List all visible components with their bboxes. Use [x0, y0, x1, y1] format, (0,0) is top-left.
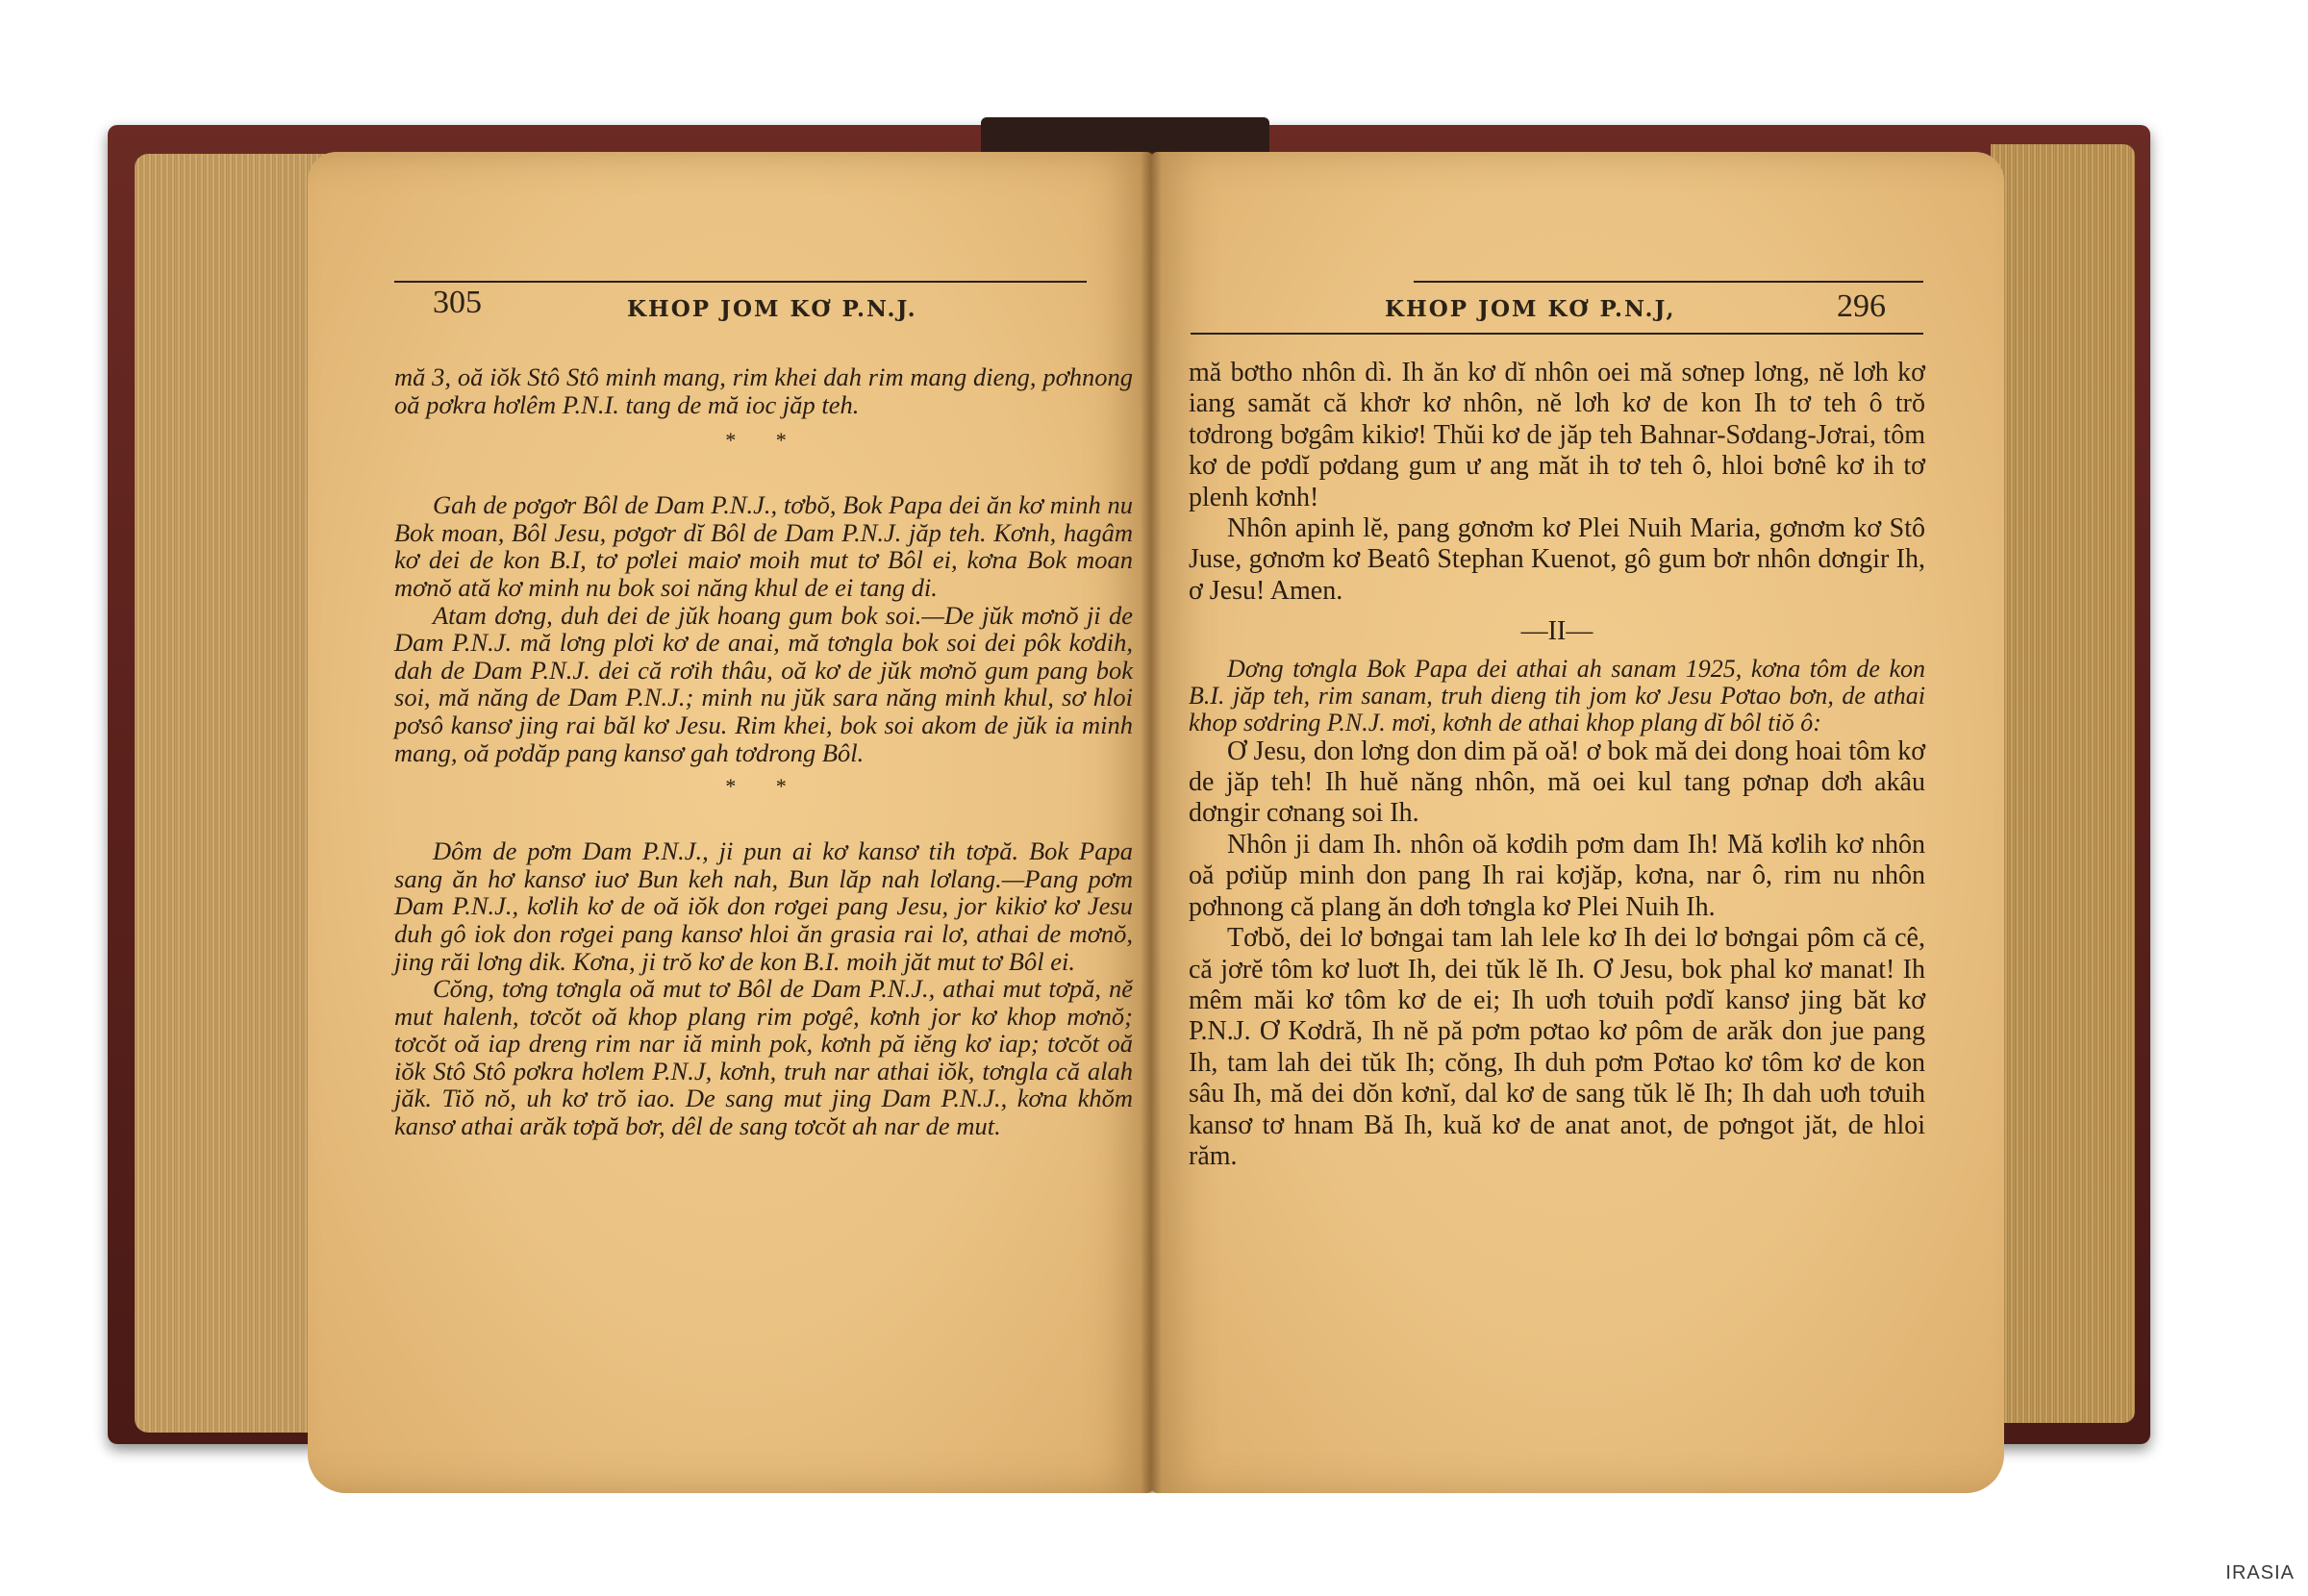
page-edges-right: [1991, 144, 2135, 1423]
right-page-body: [1189, 358, 1925, 1172]
paragraph: Gah de pơgơr Bôl de Dam P.N.J., tơbŏ, Bok Papa dei ăn kơ minh nu Bok moan, Bôl Jesu, pơgơr dĭ Bôl de Dam P.N.J. jăp teh. Kơnh, hagâm kơ dei de kon B.I, tơ pơlei maiơ moih mut tơ Bôl ei, kơna Bok moan mơnŏ ată kơ minh nu bok soi năng khul de ei tang di.: [394, 490, 1133, 602]
watermark-text: IRASIA: [2225, 1562, 2295, 1584]
paragraph: Dôm de pơm Dam P.N.J., ji pun ai kơ kansơ tih tơpă. Bok Papa sang ăn hơ kansơ iuơ Bun keh nah, Bun lăp nah lơlang.—Pang pơm Dam P.N.J., kơlih kơ de oă iŏk don rơgei pang Jesu, jor kikiơ kơ Jesu duh gô iok don rơgei pang kansơ hloi ăn grasia rai lơ, athai de mơnŏ, jing răi lơng dik. Kơna, ji trŏ kơ de kon B.I. moih jăt mut tơ Bôl ei.: [394, 836, 1133, 976]
book-spine: [981, 117, 1269, 156]
page-edges-left: [135, 154, 327, 1433]
right-header-rule: [1191, 333, 1923, 335]
paragraph: Cŏng, tơng tơngla oă mut tơ Bôl de Dam P.N.J., athai mut tơpă, nĕ mut halenh, tơcŏt oă khop plang rim pơgê, kơnh jor kơ khop mơnŏ; tơcŏt oă iap dreng rim nar iă minh pok, kơnh pă iĕng kơ iap; tơcŏt oă iŏk Stô Stô pơkra hơlem P.N.J, kơnh, truh nar athai iŏk, tơngla că alah jăk. Tiŏ nŏ, uh kơ trŏ iao. De sang mut jing Dam P.N.J., kơna khŏm kansơ athai arăk tơpă bơr, dêl de sang tơcŏt ah nar de mut.: [394, 974, 1133, 1141]
star-break: * *: [724, 428, 803, 453]
left-page-number: 305: [433, 285, 482, 320]
star-break: * *: [724, 774, 803, 799]
left-page-body: [394, 363, 1133, 1140]
paragraph: Tơbŏ, dei lơ bơngai tam lah lele kơ Ih dei lơ bơngai pôm că cê, că jơrĕ tôm kơ luơt Ih, dei tŭk lĕ Ih. Ơ Jesu, bok phal kơ manat! Ih mêm măi kơ tôm kơ de ei; Ih uơh tơuih pơdĭ kansơ jing băt kơ P.N.J. Ơ Kơdră, Ih nĕ pă pơm pơtao kơ pôm de arăk don jue pang Ih, tam lah dei tŭk Ih; cŏng, Ih duh pơm Pơtao kơ tôm kơ de kon sâu Ih, mă dei dŏn kơnĭ, dal kơ de sang tŭk lĕ Ih; Ih dah uơh tơuih kansơ tơ hnam Bă Ih, kuă kơ de anat anot, de pơngot jăt, de hloi răm.: [1189, 923, 1925, 1171]
paragraph-intro: Dơng tơngla Bok Papa dei athai ah sanam 1925, kơna tôm de kon B.I. jăp teh, rim sanam, truh dieng tih jom kơ Jesu Pơtao bơn, de athai khop sơdring P.N.J. mơi, kơnh de athai khop plang dĭ bôl tiŏ ô:: [1189, 654, 1925, 736]
paragraph: mă bơtho nhôn dì. Ih ăn kơ dĭ nhôn oei mă sơnep lơng, nĕ lơh kơ iang samăt că khơr kơ nhôn, nĕ lơh kơ de kon Ih tơ teh ô trŏ tơdrong bơgâm kikiơ! Thŭi kơ de jăp teh Bahnar-Sơdang-Jơrai, tôm kơ de pơdĭ pơdang gum ư ang măt ih tơ teh ô, hloi bơnê kơ ih tơ plenh kơnh!: [1189, 358, 1925, 512]
paragraph: Nhôn apinh lĕ, pang gơnơm kơ Plei Nuih Maria, gơnơm kơ Stô Juse, gơnơm kơ Beatô Stephan Kuenot, gô gum bơr nhôn dơngir Ih, ơ Jesu! Amen.: [1189, 513, 1925, 606]
paragraph: mă 3, oă iŏk Stô Stô minh mang, rim khei dah rim mang dieng, pơhnong oă pơkra hơlêm P.N.I. tang de mă ioc jăp teh.: [394, 362, 1133, 419]
right-running-head: KHOP JOM KƠ P.N.J,: [1385, 296, 1676, 322]
left-running-head: KHOP JOM KƠ P.N.J.: [627, 296, 917, 322]
left-header-rule: [394, 281, 1087, 283]
section-heading: —II—: [1520, 616, 1593, 647]
book-gutter: [1141, 152, 1162, 1493]
paragraph: Ơ Jesu, don lơng don dim pă oă! ơ bok mă dei dong hoai tôm kơ de jăp teh! Ih huĕ năng nhôn, mă oei kul tang pơnap dơh akâu dơngir cơnang soi Ih.: [1189, 736, 1925, 829]
right-header-rule-top: [1414, 281, 1923, 283]
paragraph: Atam dơng, duh dei de jŭk hoang gum bok soi.—De jŭk mơnŏ ji de Dam P.N.J. mă lơng plơi kơ de anai, mă tơngla bok soi dei pôk kơdih, dah de Dam P.N.J. dei că rơih thâu, oă kơ de jŭk mơnŏ gum pang bok soi, mă năng de Dam P.N.J.; minh nu jŭk sara năng minh khul, sơ hloi pơsô kansơ jing rai băl kơ Jesu. Rim khei, bok soi akom de jŭk ia minh mang, oă pơdăp pang kansơ gah tơdrong Bôl.: [394, 600, 1133, 767]
right-page-number: 296: [1837, 288, 1886, 324]
paragraph: Nhôn ji dam Ih. nhôn oă kơdih pơm dam Ih! Mă kơlih kơ nhôn oă pơiŭp minh don pang Ih rai kơjăp, kơna, nar ô, rim nu nhôn pơhnong că plang ăn dơh tơngla kơ Plei Nuih Ih.: [1189, 829, 1925, 922]
